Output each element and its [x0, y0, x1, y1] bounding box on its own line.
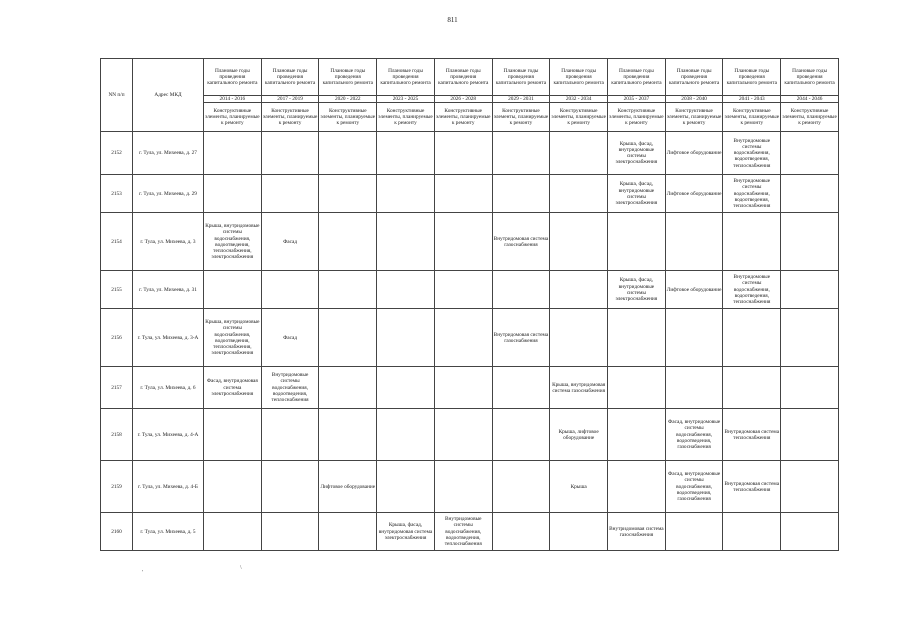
header-element-caption: Конструктивные элементы, планируемые к ремонту: [723, 103, 781, 132]
repair-elements-cell: [781, 309, 839, 367]
header-period-years: 2026 - 2028: [434, 96, 492, 103]
table-row: [101, 461, 839, 513]
header-element-caption: Конструктивные элементы, планируемые к ремонту: [492, 103, 550, 132]
repair-elements-cell: [261, 513, 319, 551]
repair-elements-cell: [377, 309, 435, 367]
repair-elements-cell: [319, 213, 377, 271]
repair-elements-cell: [261, 409, 319, 461]
repair-elements-cell: Фасад, внутридомовые системы водоснабжения, водоотведения, газоснабжения: [665, 461, 723, 513]
table-row: [101, 409, 839, 461]
repair-elements-cell: [261, 132, 319, 175]
repair-elements-cell: Внутридомовая система газоснабжения: [492, 213, 550, 271]
row-address: г. Тула, ул. Михеева, д. 3: [133, 213, 204, 271]
row-number: 2157: [101, 367, 133, 409]
repair-elements-cell: [781, 367, 839, 409]
header-element-caption: Конструктивные элементы, планируемые к ремонту: [550, 103, 608, 132]
header-address: Адрес МКД: [133, 59, 204, 132]
header-period-years: 2044 - 2046: [781, 96, 839, 103]
row-address: г. Тула, ул. Михеева, д. 6: [133, 367, 204, 409]
repair-elements-cell: [550, 513, 608, 551]
repair-elements-cell: [781, 409, 839, 461]
header-period-caption: Плановые годы проведения капитального ремонта: [319, 59, 377, 96]
repair-elements-cell: Крыша, фасад, внутридомовые системы электроснабжения: [608, 271, 666, 309]
repair-elements-cell: Крыша, фасад, внутридомовые системы электроснабжения: [608, 175, 666, 213]
repair-elements-cell: [319, 367, 377, 409]
repair-elements-cell: [723, 513, 781, 551]
repair-elements-cell: [608, 309, 666, 367]
row-address: г. Тула, ул. Михеева, д. 29: [133, 175, 204, 213]
repair-elements-cell: Внутридомовые системы водоснабжения, водоотведения, теплоснабжения: [723, 175, 781, 213]
repair-elements-cell: [550, 309, 608, 367]
scan-mark: ': [142, 570, 144, 576]
repair-elements-cell: [204, 409, 262, 461]
repair-elements-cell: [665, 309, 723, 367]
repair-elements-cell: Фасад: [261, 213, 319, 271]
header-nn: NN п/п: [101, 59, 133, 132]
row-address: г. Тула, ул. Михеева, д. 4-Б: [133, 461, 204, 513]
repair-elements-cell: [434, 175, 492, 213]
repair-elements-cell: Внутридомовые системы водоснабжения, водоотведения, теплоснабжения: [434, 513, 492, 551]
repair-elements-cell: [377, 367, 435, 409]
repair-elements-cell: Лифтовое оборудование: [665, 132, 723, 175]
table-row: [101, 213, 839, 271]
header-period-caption: Плановые годы проведения капитального ремонта: [550, 59, 608, 96]
repair-elements-cell: [204, 175, 262, 213]
repair-elements-cell: Лифтовое оборудование: [319, 461, 377, 513]
row-number: 2158: [101, 409, 133, 461]
header-element-caption: Конструктивные элементы, планируемые к ремонту: [781, 103, 839, 132]
repair-elements-cell: [319, 132, 377, 175]
header-period-years: 2041 - 2043: [723, 96, 781, 103]
repair-elements-cell: [723, 213, 781, 271]
header-period-caption: Плановые годы проведения капитального ремонта: [377, 59, 435, 96]
repair-elements-cell: [434, 309, 492, 367]
repair-elements-cell: [377, 409, 435, 461]
repair-elements-cell: [550, 132, 608, 175]
header-period-years: 2032 - 2034: [550, 96, 608, 103]
repair-elements-cell: [781, 175, 839, 213]
row-number: 2156: [101, 309, 133, 367]
row-address: г. Тула, ул. Михеева, д. 5: [133, 513, 204, 551]
repair-elements-cell: [608, 213, 666, 271]
header-period-caption: Плановые годы проведения капитального ремонта: [723, 59, 781, 96]
table-row: [101, 271, 839, 309]
header-element-caption: Конструктивные элементы, планируемые к ремонту: [665, 103, 723, 132]
repair-elements-cell: [434, 409, 492, 461]
capital-repair-plan-table: [100, 58, 839, 551]
repair-elements-cell: [319, 409, 377, 461]
repair-elements-cell: [377, 271, 435, 309]
repair-elements-cell: [492, 367, 550, 409]
row-address: г. Тула, ул. Михеева, д. 3-А: [133, 309, 204, 367]
repair-elements-cell: [723, 367, 781, 409]
repair-elements-cell: [492, 513, 550, 551]
repair-elements-cell: Фасад: [261, 309, 319, 367]
repair-elements-cell: [492, 271, 550, 309]
header-period-caption: Плановые годы проведения капитального ремонта: [434, 59, 492, 96]
repair-elements-cell: Крыша, внутридомовая система газоснабжения: [550, 367, 608, 409]
row-number: 2160: [101, 513, 133, 551]
header-period-caption: Плановые годы проведения капитального ремонта: [608, 59, 666, 96]
scan-mark: \: [240, 565, 242, 571]
row-address: г. Тула, ул. Михеева, д. 31: [133, 271, 204, 309]
header-element-caption: Конструктивные элементы, планируемые к ремонту: [608, 103, 666, 132]
repair-elements-cell: Внутридомовые системы водоснабжения, водоотведения, теплоснабжения: [723, 271, 781, 309]
repair-elements-cell: Лифтовое оборудование: [665, 271, 723, 309]
repair-elements-cell: [204, 132, 262, 175]
row-number: 2159: [101, 461, 133, 513]
repair-elements-cell: [261, 461, 319, 513]
repair-elements-cell: [492, 175, 550, 213]
repair-elements-cell: Внутридомовая система теплоснабжения: [723, 409, 781, 461]
repair-elements-cell: Фасад, внутридомовая система электроснабжения: [204, 367, 262, 409]
repair-elements-cell: Внутридомовая система газоснабжения: [608, 513, 666, 551]
table-row: [101, 132, 839, 175]
row-number: 2154: [101, 213, 133, 271]
repair-elements-cell: [608, 461, 666, 513]
header-element-caption: Конструктивные элементы, планируемые к ремонту: [434, 103, 492, 132]
repair-elements-cell: [665, 213, 723, 271]
header-period-years: 2038 - 2040: [665, 96, 723, 103]
repair-elements-cell: Крыша, фасад, внутридомовая система электроснабжения: [377, 513, 435, 551]
header-element-caption: Конструктивные элементы, планируемые к ремонту: [377, 103, 435, 132]
header-period-caption: Плановые годы проведения капитального ремонта: [781, 59, 839, 96]
header-element-caption: Конструктивные элементы, планируемые к ремонту: [261, 103, 319, 132]
repair-elements-cell: [319, 513, 377, 551]
header-period-years: 2029 - 2031: [492, 96, 550, 103]
header-element-caption: Конструктивные элементы, планируемые к ремонту: [319, 103, 377, 132]
repair-elements-cell: [492, 461, 550, 513]
table-row: [101, 309, 839, 367]
repair-elements-cell: Крыша: [550, 461, 608, 513]
table-row: [101, 513, 839, 551]
page-number: 811: [447, 16, 458, 24]
header-period-years: 2023 - 2025: [377, 96, 435, 103]
repair-elements-cell: Внутридомовые системы водоснабжения, водоотведения, теплоснабжения: [261, 367, 319, 409]
repair-elements-cell: [319, 271, 377, 309]
repair-elements-cell: Крыша, лифтовое оборудование: [550, 409, 608, 461]
repair-elements-cell: Внутридомовые системы водоснабжения, водоотведения, теплоснабжения: [723, 132, 781, 175]
repair-elements-cell: [550, 175, 608, 213]
header-period-caption: Плановые годы проведения капитального ремонта: [204, 59, 262, 96]
repair-elements-cell: Крыша, внутридомовые системы водоснабжения, водоотведения, теплоснабжения, электроснабжения: [204, 213, 262, 271]
repair-elements-cell: [434, 271, 492, 309]
repair-elements-cell: [204, 461, 262, 513]
repair-elements-cell: [665, 367, 723, 409]
repair-elements-cell: [781, 213, 839, 271]
repair-elements-cell: [550, 271, 608, 309]
repair-elements-cell: [377, 132, 435, 175]
header-period-years: 2035 - 2037: [608, 96, 666, 103]
repair-elements-cell: [781, 132, 839, 175]
header-period-caption: Плановые годы проведения капитального ремонта: [492, 59, 550, 96]
repair-elements-cell: Фасад, внутридомовые системы водоснабжения, водоотведения, газоснабжения: [665, 409, 723, 461]
header-period-years: 2017 - 2019: [261, 96, 319, 103]
repair-elements-cell: [319, 175, 377, 213]
header-period-years: 2020 - 2022: [319, 96, 377, 103]
repair-elements-cell: [434, 213, 492, 271]
repair-elements-cell: [319, 309, 377, 367]
repair-elements-cell: [377, 461, 435, 513]
repair-elements-cell: [434, 461, 492, 513]
repair-elements-cell: [608, 409, 666, 461]
repair-elements-cell: Крыша, внутридомовые системы водоснабжения, водоотведения, теплоснабжения, электроснабжения: [204, 309, 262, 367]
row-number: 2155: [101, 271, 133, 309]
repair-elements-cell: [665, 513, 723, 551]
repair-elements-cell: [204, 271, 262, 309]
repair-elements-cell: Лифтовое оборудование: [665, 175, 723, 213]
repair-elements-cell: [377, 175, 435, 213]
repair-elements-cell: Внутридомовая система теплоснабжения: [723, 461, 781, 513]
table-row: [101, 367, 839, 409]
row-address: г. Тула, ул. Михеева, д. 4-А: [133, 409, 204, 461]
repair-elements-cell: [261, 175, 319, 213]
repair-elements-cell: [434, 367, 492, 409]
table-row: [101, 175, 839, 213]
row-number: 2152: [101, 132, 133, 175]
repair-elements-cell: [261, 271, 319, 309]
header-period-years: 2014 - 2016: [204, 96, 262, 103]
repair-elements-cell: Крыша, фасад, внутридомовые системы электроснабжения: [608, 132, 666, 175]
repair-elements-cell: [781, 271, 839, 309]
header-period-caption: Плановые годы проведения капитального ремонта: [665, 59, 723, 96]
repair-elements-cell: [608, 367, 666, 409]
repair-elements-cell: [550, 213, 608, 271]
repair-elements-cell: [492, 409, 550, 461]
repair-elements-cell: [781, 461, 839, 513]
repair-elements-cell: Внутридомовая система газоснабжения: [492, 309, 550, 367]
row-number: 2153: [101, 175, 133, 213]
repair-elements-cell: [434, 132, 492, 175]
header-element-caption: Конструктивные элементы, планируемые к ремонту: [204, 103, 262, 132]
repair-elements-cell: [781, 513, 839, 551]
repair-elements-cell: [204, 513, 262, 551]
row-address: г. Тула, ул. Михеева, д. 27: [133, 132, 204, 175]
repair-elements-cell: [377, 213, 435, 271]
header-period-caption: Плановые годы проведения капитального ремонта: [261, 59, 319, 96]
repair-elements-cell: [723, 309, 781, 367]
repair-elements-cell: [492, 132, 550, 175]
